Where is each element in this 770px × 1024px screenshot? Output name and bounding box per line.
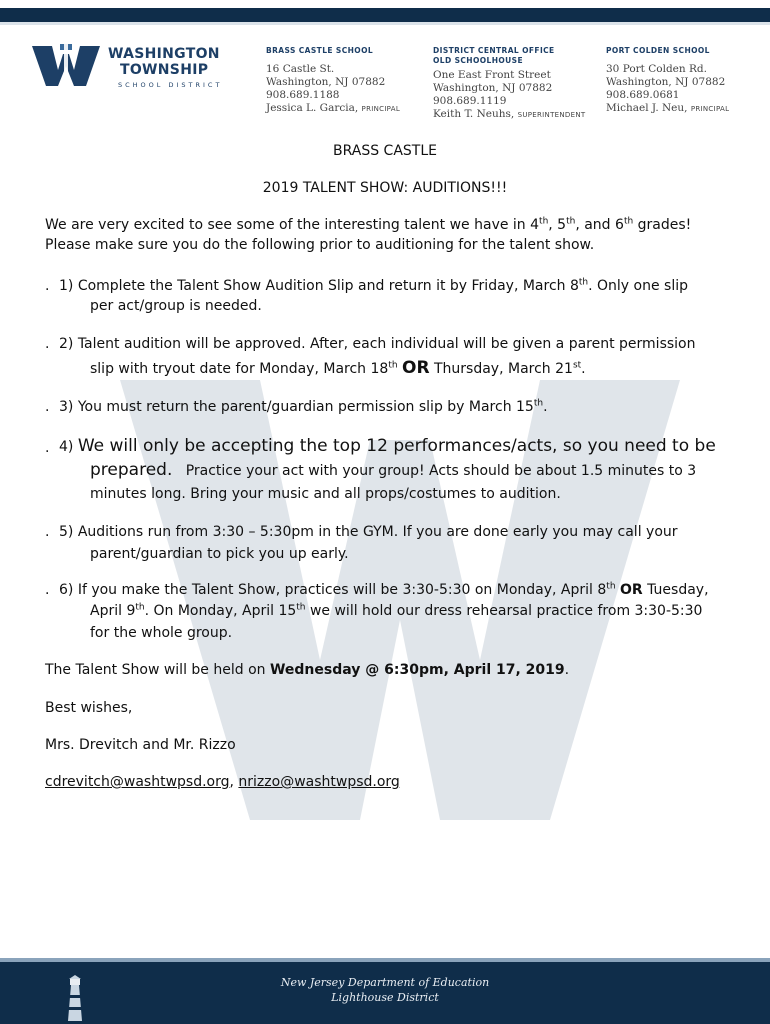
office-name-2: OLD SCHOOLHOUSE bbox=[433, 56, 523, 65]
intro-paragraph: We are very excited to see some of the interesting talent we have in 4th, 5th, and 6th grades! Please make sure you do the following prior to auditioning for the talent show. bbox=[45, 216, 692, 253]
office-address-1: One East Front Street bbox=[433, 69, 551, 81]
school-name: PORT COLDEN SCHOOL bbox=[606, 46, 710, 55]
school-contact: Jessica L. Garcia, PRINCIPAL bbox=[266, 102, 401, 114]
heading-school: BRASS CASTLE bbox=[332, 143, 437, 159]
signature-names: Mrs. Drevitch and Mr. Rizzo bbox=[45, 737, 236, 753]
top-banner-rule bbox=[0, 22, 770, 25]
logo-subtitle: SCHOOL DISTRICT bbox=[118, 81, 223, 89]
show-date-line: The Talent Show will be held on Wednesday @ 6:30pm, April 17, 2019. bbox=[45, 662, 570, 678]
district-watermark-icon bbox=[120, 360, 680, 840]
school-block-port-colden bbox=[606, 46, 729, 116]
heading-title: 2019 TALENT SHOW: AUDITIONS!!! bbox=[262, 180, 508, 196]
district-name bbox=[108, 46, 222, 89]
office-contact: Keith T. Neuhs, SUPERINTENDENT bbox=[433, 108, 586, 120]
school-name: BRASS CASTLE SCHOOL bbox=[266, 46, 374, 55]
school-address-1: 16 Castle St. bbox=[266, 63, 335, 75]
footer-line-1: New Jersey Department of Education bbox=[280, 976, 490, 989]
school-address-2: Washington, NJ 07882 bbox=[266, 76, 386, 88]
footer-line-2: Lighthouse District bbox=[331, 991, 439, 1004]
top-banner bbox=[0, 8, 770, 22]
logo-line-township: TOWNSHIP bbox=[120, 62, 209, 78]
school-block-central-office bbox=[433, 46, 585, 122]
school-address-1: 30 Port Colden Rd. bbox=[606, 63, 707, 75]
school-block-brass-castle bbox=[266, 46, 400, 116]
email-link-rizzo[interactable]: nrizzo@washtwpsd.org bbox=[238, 774, 400, 790]
office-address-2: Washington, NJ 07882 bbox=[433, 82, 553, 94]
school-phone: 908.689.1188 bbox=[266, 89, 340, 101]
school-contact: Michael J. Neu, PRINCIPAL bbox=[606, 102, 730, 114]
school-phone: 908.689.0681 bbox=[606, 89, 680, 101]
email-link-drevitch[interactable]: cdrevitch@washtwpsd.org bbox=[45, 774, 230, 790]
office-name: DISTRICT CENTRAL OFFICE bbox=[433, 46, 555, 55]
district-logo-icon bbox=[30, 42, 102, 88]
logo-line-washington: WASHINGTON bbox=[108, 46, 220, 62]
office-phone: 908.689.1119 bbox=[433, 95, 507, 107]
contact-emails: cdrevitch@washtwpsd.org, nrizzo@washtwpsd.org bbox=[45, 774, 400, 790]
school-address-2: Washington, NJ 07882 bbox=[606, 76, 726, 88]
best-wishes: Best wishes, bbox=[45, 700, 133, 716]
